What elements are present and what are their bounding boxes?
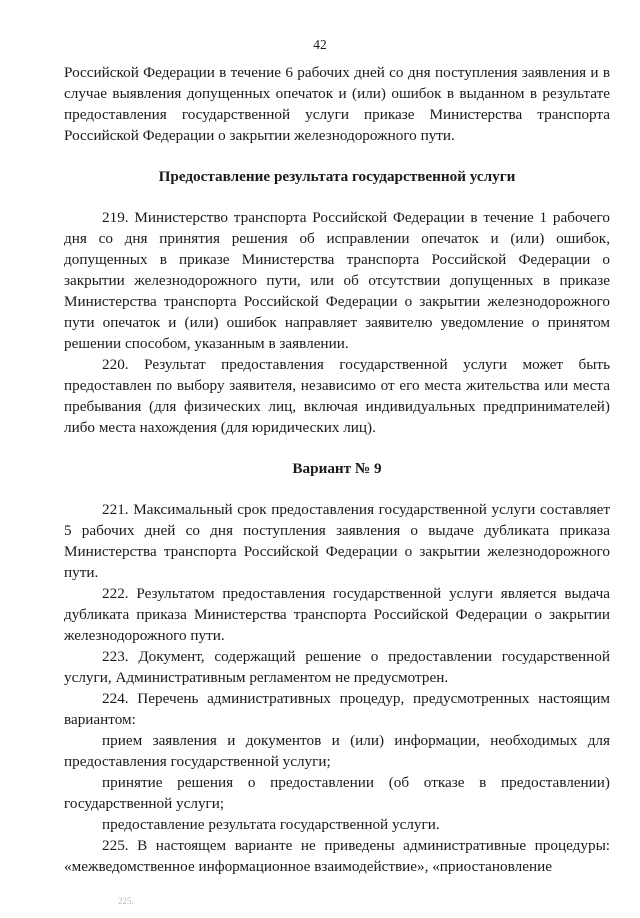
paragraph-225: 225. В настоящем варианте не приведены административные процедуры: «межведомственное информационное взаимодействие», «приостановление [64,837,610,875]
section-heading-result: Предоставление результата государственной услуги [158,168,516,185]
procedure-list-item: прием заявления и документов и (или) информации, необходимых для предоставления государственной услуги; [64,732,610,770]
paragraph-222: 222. Результатом предоставления государственной услуги является выдача дубликата приказа Министерства транспорта Российской Федерации о закрытии железнодорожного пути. [64,585,610,644]
intro-paragraph: Российской Федерации в течение 6 рабочих дней со дня поступления заявления и в случае выявления допущенных опечаток и (или) ошибок в выданном в результате предоставления государственной услуги приказе Министерства транспорта Российской Федерации о закрытии железнодорожного пути. [64,64,610,144]
paragraph-223: 223. Документ, содержащий решение о предоставлении государственной услуги, Административным регламентом не предусмотрен. [64,648,610,686]
section-heading-variant-9: Вариант № 9 [292,460,382,477]
paragraph-219: 219. Министерство транспорта Российской Федерации в течение 1 рабочего дня со дня принятия решения об исправлении опечаток и (или) ошибок, допущенных в приказе Министерства транспорта Российской Федерации о закрытии железнодорожного пути, или об отсутствии допущенных в приказе Министерства транспорта Российской Федерации о закрытии железнодорожного пути опечаток и (или) ошибок направляет заявителю уведомление о принятом решении способом, указанным в заявлении. [64,209,610,352]
document-body [64,62,610,877]
procedure-list-item: принятие решения о предоставлении (об отказе в предоставлении) государственной услуги; [64,774,610,812]
procedure-list-item: предоставление результата государственной услуги. [102,816,440,833]
page-number: 42 [313,37,327,52]
faint-bottom-mark: 225. [118,896,134,906]
paragraph-224: 224. Перечень административных процедур, предусмотренных настоящим вариантом: [64,690,610,728]
paragraph-221: 221. Максимальный срок предоставления государственной услуги составляет 5 рабочих дней со дня поступления заявления о выдаче дубликата приказа Министерства транспорта Российской Федерации о закрытии железнодорожного пути. [64,501,610,581]
paragraph-220: 220. Результат предоставления государственной услуги может быть предоставлен по выбору заявителя, независимо от его места жительства или места пребывания (для физических лиц, включая индивидуальных предпринимателей) либо места нахождения (для юридических лиц). [64,356,610,436]
